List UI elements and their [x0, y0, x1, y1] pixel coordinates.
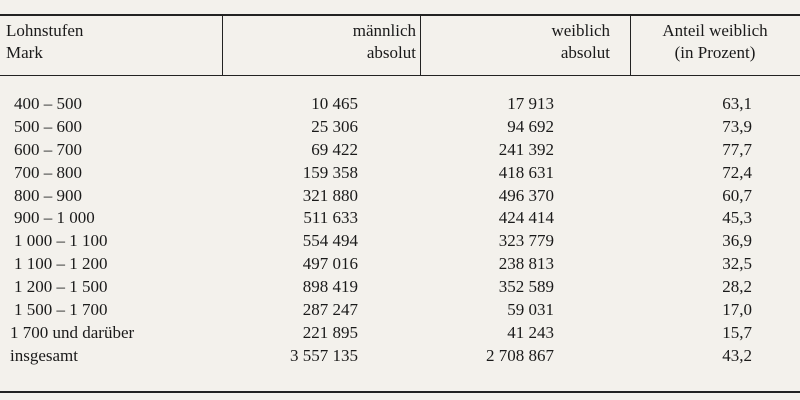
cell-weiblich: 238 813: [498, 254, 554, 274]
table-row: [0, 322, 800, 345]
cell-maennlich: 497 016: [302, 254, 358, 274]
cell-maennlich: 159 358: [302, 162, 358, 182]
table-row: [0, 276, 800, 299]
cell-stufe: 1 100 – 1 200: [14, 254, 108, 274]
cell-weiblich: 94 692: [507, 116, 554, 136]
cell-stufe: 1 200 – 1 500: [14, 277, 108, 297]
cell-stufe: 1 700 und darüber: [10, 322, 135, 342]
cell-weiblich: 418 631: [498, 162, 554, 182]
cell-stufe: 500 – 600: [14, 116, 82, 136]
cell-maennlich: 321 880: [302, 185, 358, 205]
header-rule: [0, 75, 800, 76]
table-row: [0, 299, 800, 322]
cell-anteil: 77,7: [722, 139, 752, 159]
cell-anteil: 32,5: [722, 254, 752, 274]
bottom-rule: [0, 391, 800, 393]
table-body: [0, 93, 800, 368]
header-maennlich-line1: männlich: [352, 21, 416, 40]
header-lohnstufen: [6, 20, 83, 64]
cell-weiblich: 59 031: [507, 300, 554, 320]
table-row: [0, 230, 800, 253]
cell-anteil: 63,1: [722, 94, 752, 113]
cell-weiblich: 323 779: [498, 231, 554, 251]
column-divider: [630, 14, 631, 76]
cell-anteil: 73,9: [722, 116, 752, 136]
header-anteil-line1: Anteil weiblich: [662, 21, 768, 40]
header-maennlich-line2: absolut: [366, 43, 416, 62]
cell-weiblich: 496 370: [498, 185, 554, 205]
cell-anteil: 28,2: [722, 277, 752, 297]
table-row: [0, 93, 800, 116]
cell-stufe: 400 – 500: [14, 94, 82, 113]
header-lohnstufen-line1: Lohnstufen: [6, 21, 84, 40]
table-row: [0, 116, 800, 139]
cell-maennlich: 3 557 135: [290, 345, 358, 365]
cell-anteil: 45,3: [722, 208, 752, 228]
cell-weiblich: 241 392: [498, 139, 554, 159]
column-divider: [420, 14, 421, 76]
cell-maennlich: 10 465: [311, 94, 358, 113]
cell-stufe: 900 – 1 000: [14, 208, 95, 228]
table-row: [0, 139, 800, 162]
column-divider: [222, 14, 223, 76]
cell-stufe: 800 – 900: [14, 185, 82, 205]
cell-maennlich: 511 633: [303, 208, 358, 228]
cell-stufe: 1 000 – 1 100: [14, 231, 108, 251]
cell-maennlich: 898 419: [302, 277, 358, 297]
table-row: [0, 185, 800, 208]
cell-stufe: insgesamt: [10, 345, 78, 365]
cell-stufe: 1 500 – 1 700: [14, 300, 108, 320]
cell-weiblich: 2 708 867: [486, 345, 554, 365]
cell-maennlich: 554 494: [302, 231, 358, 251]
header-maennlich: [266, 20, 416, 64]
cell-anteil: 60,7: [722, 185, 752, 205]
cell-weiblich: 41 243: [507, 322, 554, 342]
cell-weiblich: 352 589: [498, 277, 554, 297]
cell-anteil: 72,4: [722, 162, 752, 182]
cell-maennlich: 287 247: [302, 300, 358, 320]
header-weiblich: [460, 20, 610, 64]
cell-weiblich: 17 913: [507, 94, 554, 113]
cell-maennlich: 25 306: [311, 116, 358, 136]
header-anteil: [632, 20, 798, 64]
cell-maennlich: 221 895: [302, 322, 358, 342]
table-row-total: [0, 345, 800, 368]
header-weiblich-line2: absolut: [560, 43, 610, 62]
cell-anteil: 36,9: [722, 231, 752, 251]
header-weiblich-line1: weiblich: [551, 21, 610, 40]
header-lohnstufen-line2: Mark: [6, 43, 43, 62]
header-anteil-line2: (in Prozent): [674, 43, 756, 62]
table-row: [0, 162, 800, 185]
cell-anteil: 15,7: [722, 322, 752, 342]
cell-stufe: 600 – 700: [14, 139, 82, 159]
cell-weiblich: 424 414: [498, 208, 554, 228]
cell-stufe: 700 – 800: [14, 162, 82, 182]
top-rule: [0, 14, 800, 16]
table-row: [0, 207, 800, 230]
cell-anteil: 17,0: [722, 300, 752, 320]
cell-maennlich: 69 422: [311, 139, 358, 159]
table-row: [0, 253, 800, 276]
cell-anteil: 43,2: [722, 345, 752, 365]
